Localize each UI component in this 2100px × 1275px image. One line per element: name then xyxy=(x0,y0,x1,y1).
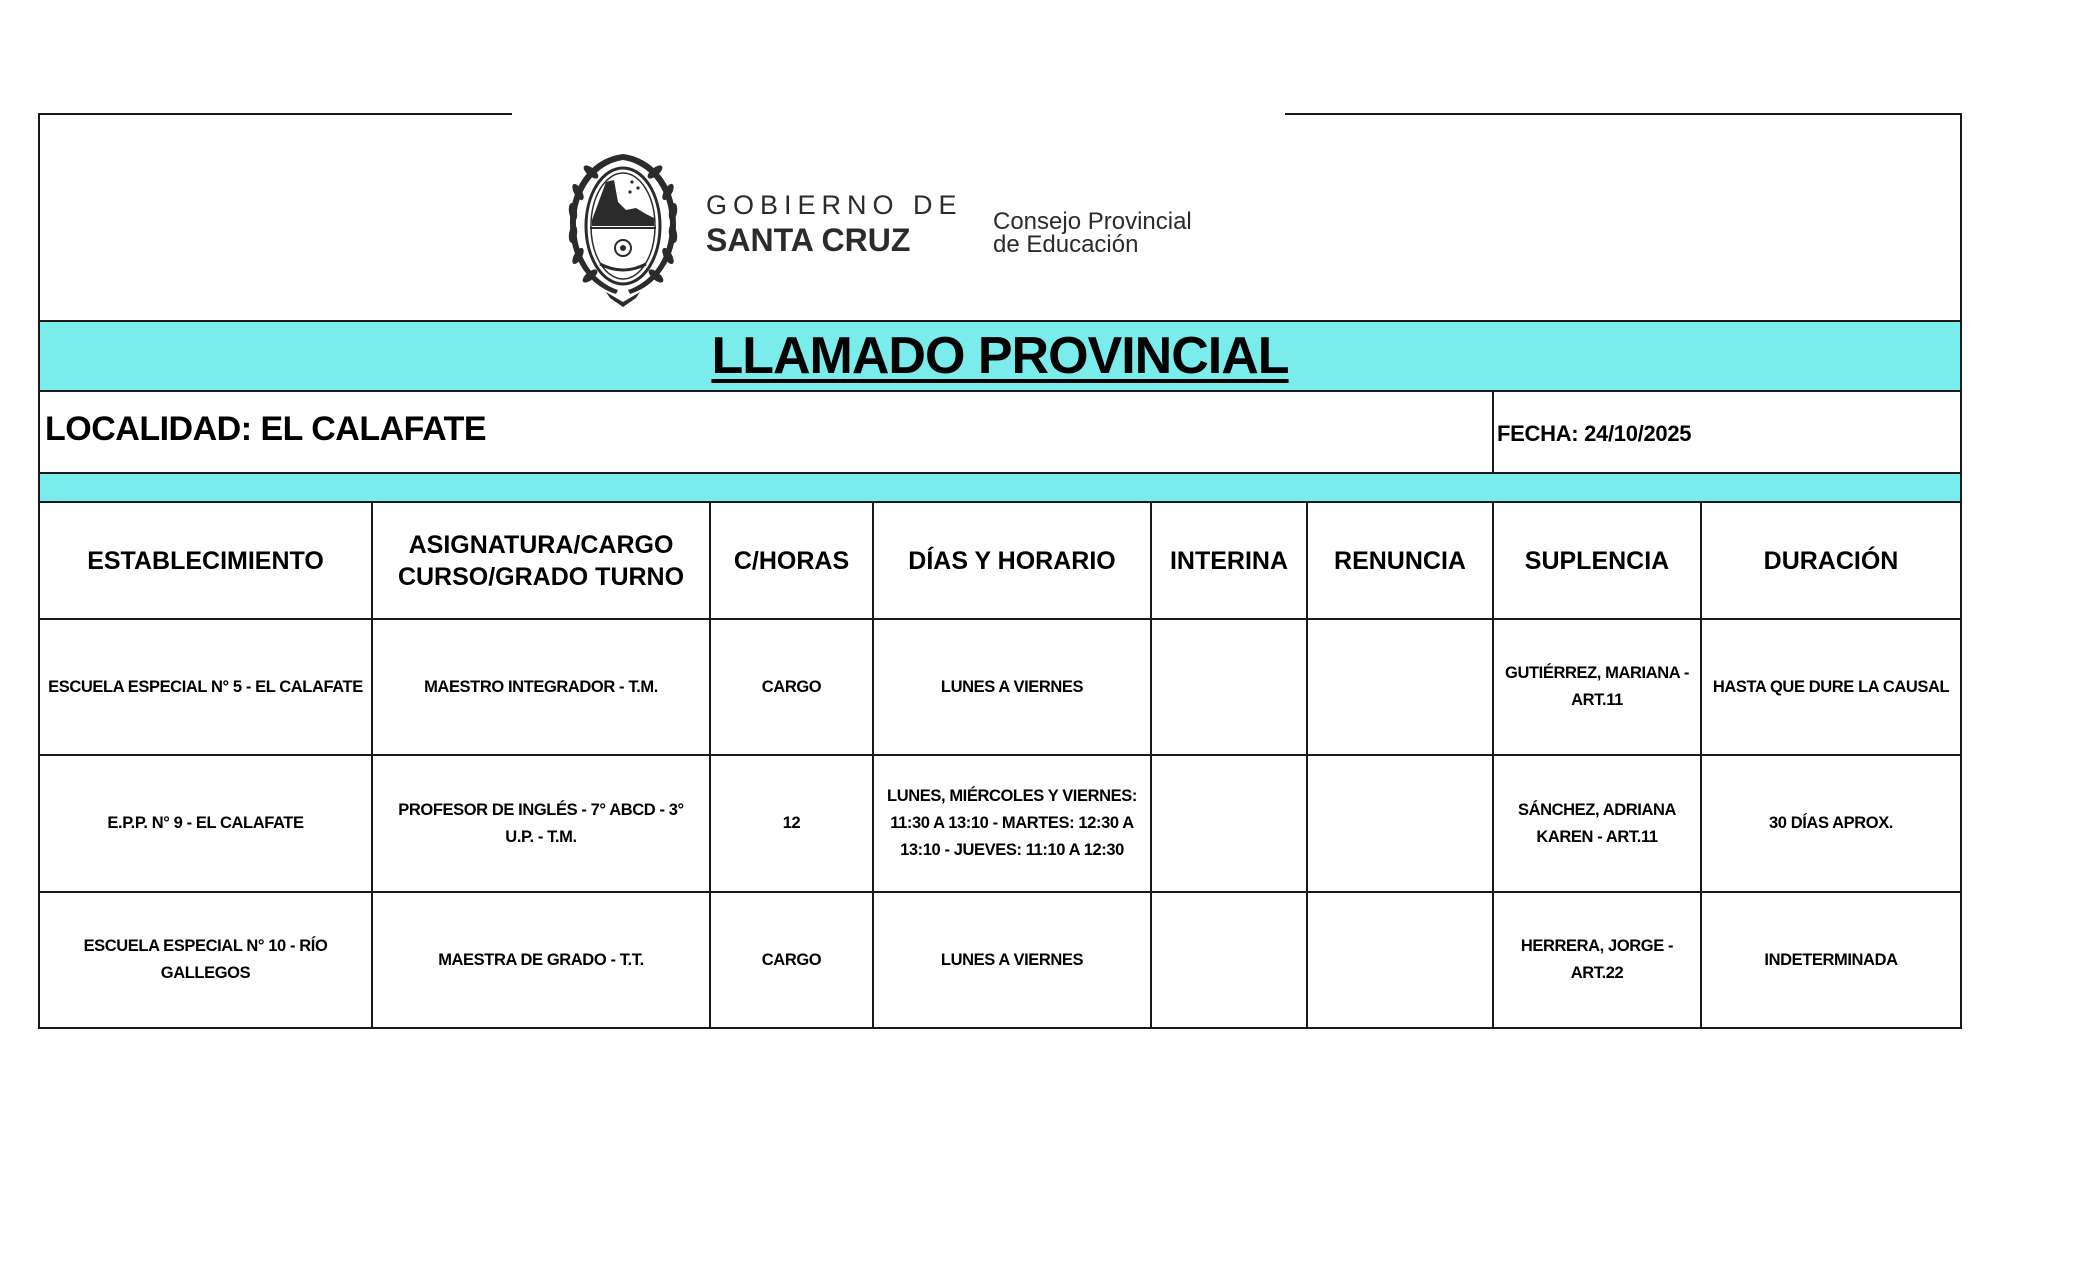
cell-suplencia: HERRERA, JORGE - ART.22 xyxy=(1520,937,1674,982)
logo xyxy=(566,152,1246,312)
cell-interina xyxy=(1151,619,1307,755)
cell-asignatura: MAESTRO INTEGRADOR - T.M. xyxy=(424,677,658,696)
page-title: LLAMADO PROVINCIAL xyxy=(711,327,1289,385)
grid-line xyxy=(1492,501,1494,1029)
cell-interina xyxy=(1151,755,1307,892)
grid-line xyxy=(38,891,1962,893)
cell-renuncia xyxy=(1307,892,1493,1028)
top-border-left xyxy=(38,113,512,115)
grid-line xyxy=(1150,501,1152,1029)
grid-line xyxy=(1960,113,1962,1029)
cell-interina xyxy=(1151,892,1307,1028)
top-border-right xyxy=(1285,113,1962,115)
cell-horas: 12 xyxy=(782,814,801,832)
cell-asignatura: MAESTRA DE GRADO - T.T. xyxy=(438,950,644,969)
cell-duracion: 30 DÍAS APROX. xyxy=(1769,814,1893,832)
header-establecimiento: ESTABLECIMIENTO xyxy=(87,546,324,575)
separator-band xyxy=(39,473,1961,502)
grid-line xyxy=(1492,390,1494,473)
grid-line xyxy=(38,472,1962,474)
logo-consejo-provincial: Consejo Provincial xyxy=(993,208,1192,235)
cell-suplencia: GUTIÉRREZ, MARIANA - ART.11 xyxy=(1505,664,1689,709)
grid-line xyxy=(38,113,40,1029)
grid-line xyxy=(38,320,1962,322)
cell-asignatura: PROFESOR DE INGLÉS - 7° ABCD - 3° U.P. - T.M. xyxy=(398,800,684,846)
logo-santa-cruz: SANTA CRUZ xyxy=(706,222,911,258)
grid-line xyxy=(371,501,373,1029)
logo-de-educacion: de Educación xyxy=(993,231,1139,258)
cell-horario: LUNES A VIERNES xyxy=(940,677,1084,696)
grid-line xyxy=(38,618,1962,620)
grid-line xyxy=(38,754,1962,756)
cell-establecimiento: E.P.P. N° 9 - EL CALAFATE xyxy=(107,814,304,832)
grid-line xyxy=(709,501,711,1029)
header-duracion: DURACIÓN xyxy=(1763,546,1899,575)
cell-suplencia: SÁNCHEZ, ADRIANA KAREN - ART.11 xyxy=(1518,800,1676,846)
cell-renuncia xyxy=(1307,755,1493,892)
grid-line xyxy=(38,1027,1962,1029)
cell-renuncia xyxy=(1307,619,1493,755)
header-horario: DÍAS Y HORARIO xyxy=(908,546,1116,575)
header-asignatura: ASIGNATURA/CARGO CURSO/GRADO TURNO xyxy=(397,530,685,591)
grid-line xyxy=(38,390,1962,392)
cell-duracion: INDETERMINADA xyxy=(1764,950,1898,969)
cell-horario: LUNES, MIÉRCOLES Y VIERNES: 11:30 A 13:10 - MARTES: 12:30 A 13:10 - JUEVES: 11:10 A 12:30 xyxy=(887,787,1137,859)
header-suplencia: SUPLENCIA xyxy=(1524,546,1670,575)
grid-line xyxy=(1700,501,1702,1029)
fecha-label: FECHA: 24/10/2025 xyxy=(1497,421,1692,446)
cell-duracion: HASTA QUE DURE LA CAUSAL xyxy=(1712,677,1950,696)
grid-line xyxy=(1306,501,1308,1029)
cell-horario: LUNES A VIERNES xyxy=(940,950,1084,969)
cell-horas: CARGO xyxy=(761,950,822,969)
cell-establecimiento: ESCUELA ESPECIAL N° 5 - EL CALAFATE xyxy=(48,677,363,696)
header-renuncia: RENUNCIA xyxy=(1334,546,1466,575)
cell-horas: CARGO xyxy=(761,677,822,696)
grid-line xyxy=(872,501,874,1029)
localidad-label: LOCALIDAD: EL CALAFATE xyxy=(45,410,487,448)
grid-line xyxy=(38,501,1962,503)
header-horas: C/HORAS xyxy=(733,546,850,575)
header-interina: INTERINA xyxy=(1169,546,1289,575)
cell-establecimiento: ESCUELA ESPECIAL N° 10 - RÍO GALLEGOS xyxy=(83,937,328,982)
coat-of-arms-icon xyxy=(566,152,680,308)
logo-gobierno-de: GOBIERNO DE xyxy=(706,190,963,220)
